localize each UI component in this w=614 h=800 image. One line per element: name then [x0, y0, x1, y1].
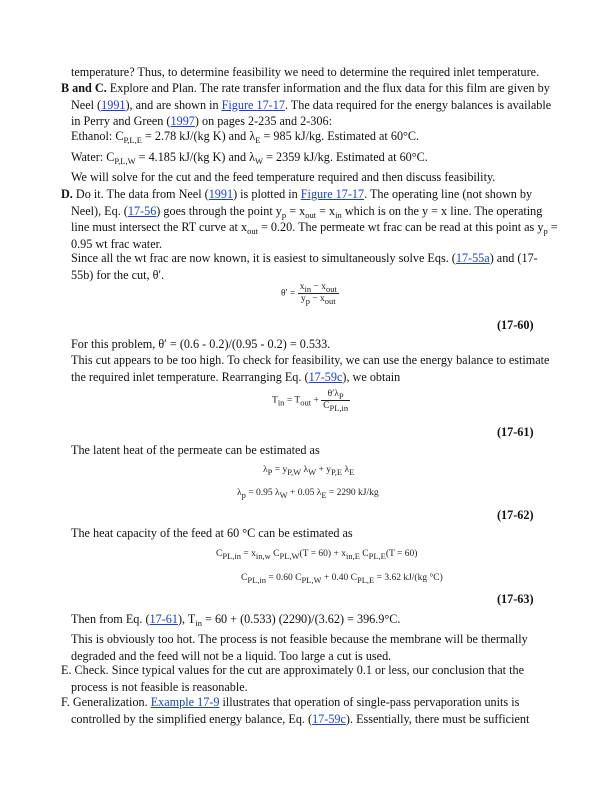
- paragraph-cut-value: For this problem, θ′ = (0.6 - 0.2)/(0.95 - 0.2) = 0.533.: [71, 337, 331, 351]
- equation-17-62-numeric: $\lambda_p = 0.95$ $\lambda_W + 0.05$ $\lambda_E = 2290$ kJ/kg: [237, 488, 379, 500]
- paragraph-e-check: E. Check. Since typical values for the cut are approximately 0.1 or less, our conclusion that the process is not feasible is reasonable.: [61, 663, 524, 694]
- equation-number-17-61: (17-61): [497, 425, 534, 439]
- paragraph-temperature-question: temperature? Thus, to determine feasibility we need to determine the required inlet temperature.: [71, 65, 540, 79]
- equation-number-17-62: (17-62): [497, 508, 534, 522]
- equation-link-17-59c-f[interactable]: 17-59c: [312, 711, 346, 726]
- paragraph-simultaneous-solve: Since all the wt frac are now known, it is easiest to simultaneously solve Eqs. (17-55a) and (17-55b) for the cut, θ′.: [71, 251, 538, 282]
- paragraph-not-feasible: This is obviously too hot. The process is not feasible because the membrane will be thermally degraded and the feed will not be a liquid. Too large a cut is used.: [71, 632, 528, 663]
- equation-17-62-general: $\lambda_P = y_{P,W}$ $\lambda_W + y_{P,E}$ $\lambda_E$: [263, 465, 355, 477]
- paragraph-heat-capacity: The heat capacity of the feed at 60 °C can be estimated as: [71, 526, 353, 540]
- equation-link-17-61[interactable]: 17-61: [149, 612, 178, 626]
- water-properties: Water: $C_{P,L,W} = 4.185$ kJ/(kg K) and $\lambda_W = 2359$ kJ/kg. Estimated at 60°C.: [71, 150, 428, 166]
- equation-link-17-55a[interactable]: 17-55a: [455, 251, 490, 265]
- citation-link-perry-1997[interactable]: 1997: [170, 114, 195, 128]
- equation-17-63-general: $C_{PL,in} = x_{in,w}$ $C_{PL,W}(T = 60) + x_{in,E}$ $C_{PL,E}(T = 60)$: [216, 549, 418, 561]
- section-label-bc: B and C.: [61, 81, 107, 95]
- figure-link-17-17-d[interactable]: Figure 17-17: [300, 187, 365, 201]
- paragraph-cut-too-high: This cut appears to be too high. To check for feasibility, we can use the energy balance to estimate the required inlet temperature. Rearranging Eq. (17-59c), we obtain: [71, 353, 550, 384]
- citation-link-neel-1991-d[interactable]: 1991: [208, 187, 234, 201]
- equation-17-61-fraction: $\frac{\theta'\lambda_P}{C_{PL,in}}$: [323, 389, 349, 413]
- example-link-17-9[interactable]: Example 17-9: [150, 695, 220, 709]
- equation-number-17-60: (17-60): [497, 318, 534, 332]
- paragraph-latent-heat: The latent heat of the permeate can be estimated as: [71, 443, 320, 457]
- paragraph-b-and-c: B and C. Explore and Plan. The rate transfer information and the flux data for this film are given by Neel (1991), and are shown in Figure 17-17. The data required for the energy balances is available in Perry and Green (1997) on pages 2-235 and 2-306:: [61, 81, 552, 128]
- equation-17-61: $T_{in} = T_{out}$ + $\frac{\theta'\lambda_P}{C_{PL,in}}$: [272, 389, 349, 413]
- equation-17-63-numeric: $C_{PL,in} = 0.60$ $C_{PL,W} + 0.40$ $C_{PL,E} = 3.62$ kJ/(kg °C): [241, 573, 443, 585]
- equation-link-17-59c[interactable]: 17-59c: [308, 369, 343, 384]
- section-label-d: D.: [61, 187, 73, 201]
- paragraph-d-do-it: D. Do it. The data from Neel (1991) is plotted in Figure 17-17. The operating line (not shown by Neel), Eq. (17-56) goes through the point $y_p = x_{out} = x_{in}$ which is on the y = x line. The operating line must intersect the RT curve at $x_{out} = 0.20$. The permeate wt frac can be read at this point as $y_p = 0.95$ wt frac water.: [61, 187, 558, 251]
- paragraph-solve-plan: We will solve for the cut and the feed temperature required and then discuss feasibility.: [71, 170, 496, 184]
- citation-link-neel-1991[interactable]: 1991: [101, 97, 126, 112]
- equation-17-60: θ′ = $\frac{x_{in} - x_{out}}{y_p - x_{out}}$: [281, 282, 337, 306]
- figure-link-17-17[interactable]: Figure 17-17: [221, 97, 285, 112]
- equation-17-60-fraction: $\frac{x_{in} - x_{out}}{y_p - x_{out}}$: [299, 282, 337, 306]
- paragraph-inlet-temperature: Then from Eq. (17-61), $T_{in} = 60 + (0.533) (2290)/(3.62) = 396.9^\circ C$.: [71, 612, 401, 628]
- ethanol-properties: Ethanol: $C_{P,L,E} = 2.78$ kJ/(kg K) and $\lambda_E = 985$ kJ/kg. Estimated at 60°C.: [71, 129, 420, 145]
- equation-link-17-56[interactable]: 17-56: [127, 203, 157, 218]
- equation-number-17-63: (17-63): [497, 592, 534, 606]
- paragraph-f-generalization: F. Generalization. Example 17-9 illustrates that operation of single-pass pervaporation units is controlled by the simplified energy balance, Eq. (17-59c). Essentially, there must be sufficient: [61, 695, 530, 726]
